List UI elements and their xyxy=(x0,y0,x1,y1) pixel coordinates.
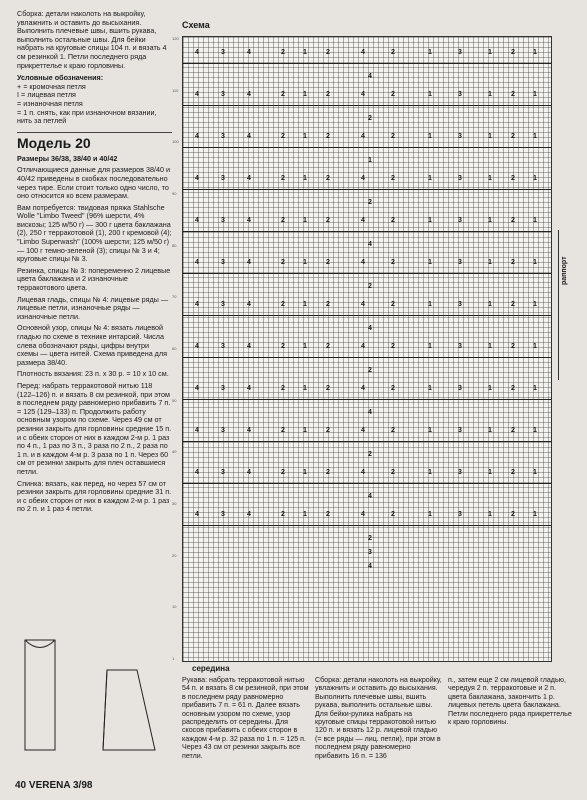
color-number: 3 xyxy=(368,549,372,556)
single-color-row xyxy=(183,73,551,83)
row-divider xyxy=(183,315,551,316)
color-number: 2 xyxy=(368,115,372,122)
color-number: 4 xyxy=(195,385,199,392)
color-number: 4 xyxy=(361,49,365,56)
pattern-row xyxy=(183,129,551,147)
color-number: 2 xyxy=(368,283,372,290)
color-number: 4 xyxy=(361,343,365,350)
color-number: 3 xyxy=(458,343,462,350)
color-number: 3 xyxy=(458,49,462,56)
color-number: 4 xyxy=(195,511,199,518)
color-number: 2 xyxy=(326,427,330,434)
color-number: 4 xyxy=(195,301,199,308)
row-number: 1 xyxy=(172,656,175,661)
color-number: 4 xyxy=(247,385,251,392)
rapport-bracket xyxy=(558,230,571,380)
color-number: 4 xyxy=(368,73,372,80)
color-number: 2 xyxy=(391,469,395,476)
color-number: 1 xyxy=(428,217,432,224)
color-number: 2 xyxy=(281,175,285,182)
color-number: 1 xyxy=(488,91,492,98)
color-number: 3 xyxy=(458,259,462,266)
model-heading: Модель 20 xyxy=(17,132,172,151)
color-number: 1 xyxy=(303,427,307,434)
row-number: 40 xyxy=(172,449,177,455)
color-number: 3 xyxy=(458,511,462,518)
single-color-row xyxy=(183,241,551,251)
color-number: 1 xyxy=(428,427,432,434)
row-divider xyxy=(183,399,551,400)
color-number: 2 xyxy=(391,217,395,224)
single-color-row xyxy=(183,283,551,293)
pattern-row xyxy=(183,213,551,231)
pattern-row xyxy=(183,423,551,441)
color-number: 2 xyxy=(368,199,372,206)
left-column xyxy=(17,10,172,517)
legend-item: = изнаночная петля xyxy=(17,98,83,108)
pattern-row xyxy=(183,507,551,525)
assembly-bottom-text: Сборка: детали наколоть на выкройку, увлажнить и оставить до высыхания. Выполнить плечевые швы, вшить рукава, выполнить остальные швы. Для бейки-рулика набрать на круговые спицы терракотовой нитью 120 п. и вязать 12 р. лицевой гладью (= все ряды — лиц. петли), при этом в последнем ряду равномерно прибавить 16 п. = 136 xyxy=(315,676,442,760)
row-number: 20 xyxy=(172,552,177,558)
color-number: 3 xyxy=(221,301,225,308)
single-color-row xyxy=(183,451,551,461)
pattern-row xyxy=(183,87,551,105)
color-number: 4 xyxy=(361,259,365,266)
color-number: 3 xyxy=(221,427,225,434)
color-number: 1 xyxy=(428,259,432,266)
row-divider xyxy=(183,63,551,64)
color-number: 2 xyxy=(391,511,395,518)
color-number: 1 xyxy=(533,343,537,350)
color-number: 2 xyxy=(391,343,395,350)
color-number: 4 xyxy=(247,175,251,182)
color-number: 4 xyxy=(247,217,251,224)
color-number: 3 xyxy=(458,91,462,98)
color-number: 4 xyxy=(247,469,251,476)
color-number: 1 xyxy=(533,385,537,392)
color-number: 2 xyxy=(511,259,515,266)
color-number: 4 xyxy=(361,133,365,140)
color-number: 2 xyxy=(511,301,515,308)
color-number: 4 xyxy=(361,217,365,224)
color-number: 4 xyxy=(195,259,199,266)
color-number: 4 xyxy=(368,241,372,248)
assembly-continued-text: п., затем еще 2 см лицевой гладью, чередуя 2 п. терракотовые и 2 п. цвета баклажана, закончить 1 р. лицевых петель цвета баклажана. Петли последнего ряда прикреттелье к краю горловины. xyxy=(448,676,572,727)
color-number: 4 xyxy=(247,427,251,434)
color-number: 2 xyxy=(281,469,285,476)
paragraph: Спинка: вязать, как перед, но через 57 см от резинки закрыть для горловины средние 31 п. и с обеих сторон от них в каждом 2-м р. 1 раз по 2 п. и 1 раз 4 петли. xyxy=(17,478,172,514)
color-number: 1 xyxy=(533,133,537,140)
legend-item: = 1 п. снять, как при изнаночном вязании, нить за петлей xyxy=(17,107,157,126)
color-number: 3 xyxy=(458,301,462,308)
color-number: 4 xyxy=(368,409,372,416)
single-color-row xyxy=(183,563,551,573)
schema-title: Схема xyxy=(182,20,210,30)
color-number: 3 xyxy=(221,511,225,518)
color-number: 4 xyxy=(361,427,365,434)
color-number: 2 xyxy=(391,301,395,308)
color-number: 3 xyxy=(221,343,225,350)
color-number: 2 xyxy=(281,301,285,308)
row-divider xyxy=(183,273,551,274)
single-color-row xyxy=(183,199,551,209)
row-number: 60 xyxy=(172,346,177,351)
color-number: 1 xyxy=(428,133,432,140)
color-number: 4 xyxy=(361,511,365,518)
color-number: 1 xyxy=(533,259,537,266)
color-number: 2 xyxy=(391,91,395,98)
row-divider xyxy=(183,441,551,442)
color-number: 4 xyxy=(195,427,199,434)
row-number: 10 xyxy=(172,604,177,610)
color-number: 2 xyxy=(281,133,285,140)
color-number: 4 xyxy=(195,133,199,140)
color-number: 2 xyxy=(511,91,515,98)
color-number: 3 xyxy=(458,385,462,392)
paragraph: Лицевая гладь, спицы № 4: лицевые ряды — лицевые петли, изнаночные ряды — изнаночные петли. xyxy=(17,294,169,321)
row-number: 80 xyxy=(172,242,177,248)
legend-title: Условные обозначения: xyxy=(17,73,104,83)
color-number: 2 xyxy=(326,301,330,308)
color-number: 4 xyxy=(247,511,251,518)
single-color-row xyxy=(183,535,551,545)
single-color-row xyxy=(183,115,551,125)
color-number: 4 xyxy=(247,259,251,266)
color-number: 1 xyxy=(428,511,432,518)
color-number: 2 xyxy=(511,133,515,140)
color-number: 3 xyxy=(221,469,225,476)
color-number: 2 xyxy=(281,511,285,518)
color-number: 1 xyxy=(303,175,307,182)
row-divider xyxy=(183,105,551,106)
pattern-row xyxy=(183,255,551,273)
pattern-row xyxy=(183,171,551,189)
color-number: 1 xyxy=(303,469,307,476)
color-number: 1 xyxy=(533,301,537,308)
single-color-row xyxy=(183,493,551,503)
paragraph: Отличающиеся данные для размеров 38/40 и 40/42 приведены в скобках последовательно через тире. Если стоит только одно число, то оно относится ко всем размерам. xyxy=(17,165,170,201)
color-number: 2 xyxy=(326,217,330,224)
color-number: 4 xyxy=(361,91,365,98)
row-divider xyxy=(183,231,551,232)
color-number: 2 xyxy=(511,427,515,434)
middle-label: середина xyxy=(192,664,230,673)
color-number: 3 xyxy=(458,175,462,182)
color-number: 1 xyxy=(533,49,537,56)
color-number: 1 xyxy=(533,175,537,182)
color-number: 1 xyxy=(428,301,432,308)
color-number: 2 xyxy=(368,367,372,374)
sleeves-text: Рукава: набрать терракотовой нитью 54 п. и вязать 8 см резинкой, при этом в последнем ряду равномерно прибавить 7 п. = 61 п. Далее вязать основным узором по схеме, узор распределить от середины. Для скосов прибавить с обеих сторон в каждом 4-м р. 32 раза по 1 п. = 125 п. Через 43 см от резинки закрыть все петли. xyxy=(182,676,309,760)
color-number: 2 xyxy=(368,535,372,542)
color-number: 4 xyxy=(195,217,199,224)
color-number: 1 xyxy=(428,343,432,350)
color-number: 2 xyxy=(326,91,330,98)
color-number: 1 xyxy=(488,175,492,182)
color-number: 2 xyxy=(391,427,395,434)
color-number: 4 xyxy=(368,493,372,500)
color-number: 2 xyxy=(281,259,285,266)
color-number: 1 xyxy=(488,133,492,140)
color-number: 1 xyxy=(303,259,307,266)
color-number: 1 xyxy=(303,385,307,392)
paragraph: Плотность вязания: 23 п. х 30 р. = 10 х 10 см. xyxy=(17,369,169,379)
color-number: 1 xyxy=(303,49,307,56)
color-number: 3 xyxy=(221,175,225,182)
knitting-chart xyxy=(182,36,552,662)
color-number: 4 xyxy=(361,301,365,308)
color-number: 2 xyxy=(281,49,285,56)
color-number: 3 xyxy=(458,133,462,140)
color-number: 1 xyxy=(488,511,492,518)
single-color-row xyxy=(183,157,551,167)
color-number: 4 xyxy=(247,133,251,140)
color-number: 2 xyxy=(326,133,330,140)
color-number: 1 xyxy=(428,175,432,182)
single-color-row xyxy=(183,549,551,559)
color-number: 1 xyxy=(488,385,492,392)
row-divider xyxy=(183,483,551,484)
row-number: 110 xyxy=(172,87,179,93)
row-divider xyxy=(183,525,551,526)
color-number: 4 xyxy=(247,343,251,350)
color-number: 2 xyxy=(326,259,330,266)
row-divider xyxy=(183,189,551,190)
color-number: 2 xyxy=(391,175,395,182)
single-color-row xyxy=(183,367,551,377)
color-number: 1 xyxy=(533,511,537,518)
color-number: 1 xyxy=(533,427,537,434)
color-number: 2 xyxy=(511,469,515,476)
color-number: 1 xyxy=(428,385,432,392)
color-number: 2 xyxy=(391,133,395,140)
color-number: 1 xyxy=(368,157,372,164)
row-number: 90 xyxy=(172,191,177,196)
color-number: 4 xyxy=(368,325,372,332)
single-color-row xyxy=(183,409,551,419)
row-divider xyxy=(183,357,551,358)
legend-item: I = лицевая петля xyxy=(17,90,76,100)
color-number: 2 xyxy=(511,343,515,350)
single-color-row xyxy=(183,325,551,335)
color-number: 1 xyxy=(303,133,307,140)
color-number: 3 xyxy=(458,469,462,476)
color-number: 1 xyxy=(488,427,492,434)
color-number: 4 xyxy=(195,343,199,350)
color-number: 3 xyxy=(458,217,462,224)
pattern-row xyxy=(183,381,551,399)
color-number: 3 xyxy=(221,217,225,224)
color-number: 1 xyxy=(303,511,307,518)
color-number: 2 xyxy=(511,49,515,56)
color-number: 1 xyxy=(303,301,307,308)
color-number: 4 xyxy=(361,175,365,182)
legend-item: + = кромочная петля xyxy=(17,81,86,91)
color-number: 4 xyxy=(361,469,365,476)
row-number: 100 xyxy=(172,139,179,145)
row-number: 70 xyxy=(172,294,177,300)
color-number: 2 xyxy=(281,91,285,98)
color-number: 1 xyxy=(488,259,492,266)
color-number: 2 xyxy=(511,511,515,518)
rapport-label: раппорт xyxy=(561,256,568,285)
color-number: 4 xyxy=(247,301,251,308)
color-number: 2 xyxy=(391,385,395,392)
color-number: 1 xyxy=(428,469,432,476)
paragraph: Резинка, спицы № 3: попеременно 2 лицевые цвета баклажана и 2 изнаночные терракотового цвета. xyxy=(17,265,171,293)
color-number: 1 xyxy=(303,217,307,224)
color-number: 1 xyxy=(488,49,492,56)
color-number: 3 xyxy=(221,133,225,140)
pattern-row xyxy=(183,339,551,357)
color-number: 1 xyxy=(488,217,492,224)
color-number: 2 xyxy=(511,385,515,392)
paragraph: Перед: набрать терракотовой нитью 118 (122–126) п. и вязать 8 см резинкой, при этом в последнем ряду равномерно прибавить 7 п. = 125 (129–133) п. Продолжить работу основным узором по схеме. Через 49 см от резинки закрыть для горловины средние 15 п. и с обеих сторон от них в каждом 2-м р. 1 раз по 4 п., 1 раз по 3 п., 3 раза по 2 п., 2 раза по 1 п. и в каждом 4-м р. 3 раза по 1 п. Через 60 см от резинки закрыть для плеч оставшиеся петли. xyxy=(17,380,172,476)
color-number: 4 xyxy=(368,563,372,570)
color-number: 1 xyxy=(533,91,537,98)
color-number: 1 xyxy=(428,91,432,98)
color-number: 1 xyxy=(488,301,492,308)
color-number: 3 xyxy=(221,385,225,392)
pattern-diagram xyxy=(15,600,175,770)
color-number: 1 xyxy=(303,343,307,350)
color-number: 4 xyxy=(195,175,199,182)
color-number: 4 xyxy=(247,49,251,56)
color-number: 2 xyxy=(326,343,330,350)
color-number: 1 xyxy=(533,217,537,224)
color-number: 3 xyxy=(221,91,225,98)
color-number: 2 xyxy=(281,343,285,350)
pattern-row xyxy=(183,465,551,483)
color-number: 2 xyxy=(368,451,372,458)
color-number: 1 xyxy=(533,469,537,476)
color-number: 2 xyxy=(326,175,330,182)
paragraph: Основной узор, спицы № 4: вязать лицевой гладью по схеме в технике интарсий. Числа слева обозначают ряды, цифры внутри схемы — цвета нитей. Схема приведена для размера 38/40. xyxy=(17,323,167,367)
paragraph: Вам потребуется: твидовая пряжа Stahlsche Wolle "Limbo Tweed" (96% шерсти, 4% вискозы; 125 м/50 г) — 300 г цвета баклажана (2), 250 г терракотовой (1), 200 г кремовой (4); "Limbo Superwash" (100% шерсти; 125 м/50 г) — 100 г темно-зеленой (3); спицы № 3 и 4; круговые спицы № 3. xyxy=(17,202,172,264)
color-number: 2 xyxy=(326,511,330,518)
color-number: 1 xyxy=(428,49,432,56)
color-number: 1 xyxy=(303,91,307,98)
color-number: 2 xyxy=(326,469,330,476)
pattern-row xyxy=(183,45,551,63)
color-number: 4 xyxy=(361,385,365,392)
color-number: 1 xyxy=(488,343,492,350)
color-number: 2 xyxy=(391,49,395,56)
color-number: 4 xyxy=(195,49,199,56)
color-number: 2 xyxy=(511,175,515,182)
assembly-text: Сборка: детали наколоть на выкройку, увлажнить и оставить до высыхания. Выполнить плечевые швы, вшить рукава, выполнить остальные швы. Для бейки набрать на круговые спицы 104 п. и вязать 4 см резинкой 1. Петли последнего ряда прикреттелье к краю горловины. xyxy=(17,9,167,70)
color-number: 2 xyxy=(511,217,515,224)
sizes-text: Размеры 36/38, 38/40 и 40/42 xyxy=(17,153,118,163)
color-number: 2 xyxy=(281,427,285,434)
color-number: 2 xyxy=(281,217,285,224)
color-number: 1 xyxy=(488,469,492,476)
color-number: 3 xyxy=(221,259,225,266)
color-number: 2 xyxy=(281,385,285,392)
pattern-row xyxy=(183,297,551,315)
row-divider xyxy=(183,147,551,148)
color-number: 4 xyxy=(195,91,199,98)
color-number: 3 xyxy=(221,49,225,56)
row-number: 50 xyxy=(172,397,177,403)
row-number: 30 xyxy=(172,501,177,506)
color-number: 4 xyxy=(195,469,199,476)
color-number: 2 xyxy=(391,259,395,266)
row-number: 120 xyxy=(172,36,179,41)
color-number: 2 xyxy=(326,385,330,392)
color-number: 3 xyxy=(458,427,462,434)
color-number: 2 xyxy=(326,49,330,56)
color-number: 4 xyxy=(247,91,251,98)
page-footer: 40 VERENA 3/98 xyxy=(15,780,93,791)
